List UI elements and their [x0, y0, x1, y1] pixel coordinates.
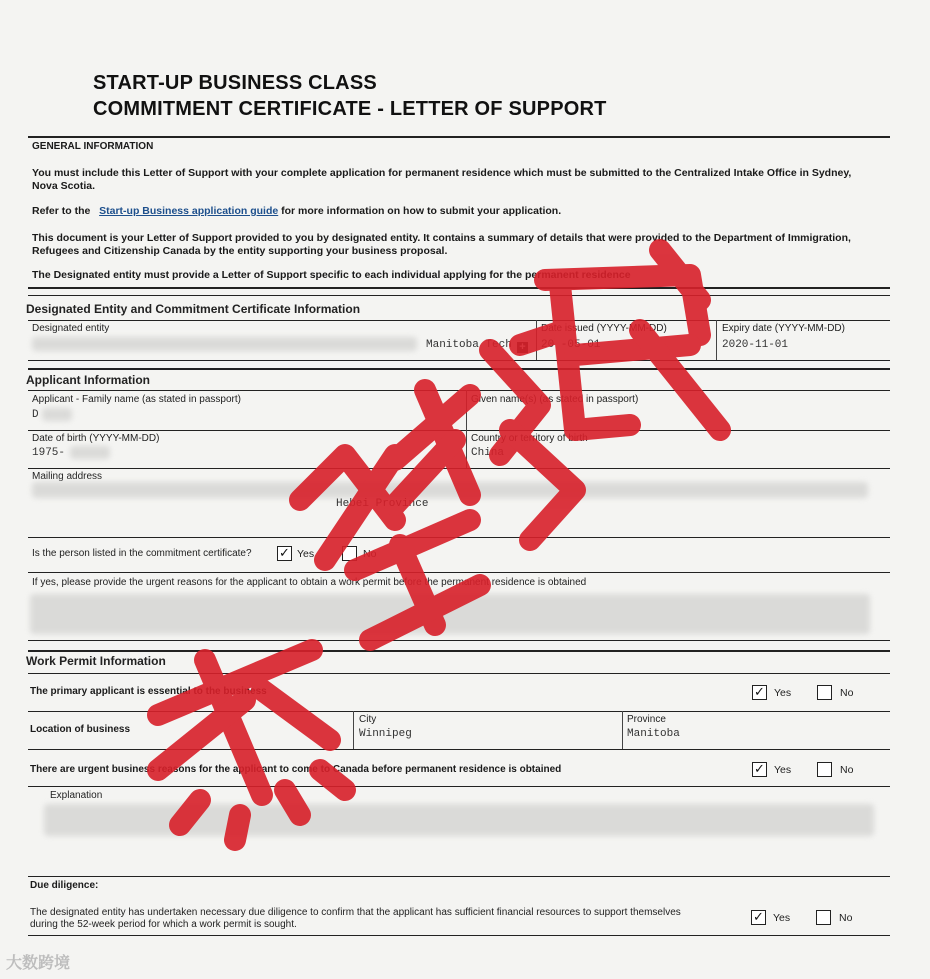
expiry-value: 2020-11-01 [722, 339, 789, 351]
urgent-business-question: There are urgent business reasons for the applicant to come to Canada before permanent residence is obtained [30, 764, 562, 775]
document-title-line2: COMMITMENT CERTIFICATE - LETTER OF SUPPORT [93, 98, 607, 120]
due-diligence-text-a: The designated entity has undertaken necessary due diligence to confirm that the applicant has sufficient financial resources to support themselves [30, 907, 681, 918]
essential-yes-label: Yes [774, 687, 792, 699]
diligence-yes-label: Yes [773, 912, 791, 924]
location-label: Location of business [30, 724, 131, 735]
listed-no-label: No [363, 548, 377, 560]
general-paragraph-3a: This document is your Letter of Support provided to you by designated entity. It contains a summary of details that were provided to the Department of Immigration, [32, 232, 851, 244]
general-paragraph-1b: Nova Scotia. [32, 180, 96, 192]
urgent-yes-checkbox[interactable]: ✓ [752, 762, 767, 777]
province-value: Manitoba [627, 728, 680, 740]
urgent-yes-label: Yes [774, 764, 792, 776]
dob-label: Date of birth (YYYY-MM-DD) [32, 433, 160, 444]
divider [353, 711, 354, 749]
divider [536, 320, 537, 360]
divider [28, 360, 890, 361]
essential-question: The primary applicant is essential to the business [30, 686, 267, 697]
entity-value: Manitoba Tech [426, 339, 512, 351]
due-diligence-heading: Due diligence: [30, 880, 99, 891]
country-value: China [471, 447, 505, 459]
divider [28, 287, 890, 289]
application-guide-link[interactable]: Start-up Business application guide [99, 205, 279, 217]
divider [28, 876, 890, 877]
listed-yes-checkbox[interactable]: ✓ [277, 546, 292, 561]
urgent-no-checkbox[interactable] [817, 762, 832, 777]
country-label: Country or territory of birth [471, 433, 588, 444]
divider [28, 368, 890, 370]
footer-logo: 大数跨境 [6, 953, 71, 972]
refer-text: Refer to the [32, 205, 91, 217]
divider [466, 430, 467, 468]
family-name-value: D [32, 409, 39, 421]
divider [716, 320, 717, 360]
divider [28, 650, 890, 652]
divider [28, 711, 890, 712]
expiry-label: Expiry date (YYYY-MM-DD) [722, 323, 845, 334]
urgent-reasons-question: If yes, please provide the urgent reasons for the applicant to obtain a work permit before the permanent residence is obtained [32, 577, 587, 588]
divider [28, 673, 890, 674]
redacted-field [32, 337, 417, 351]
divider [28, 468, 890, 469]
diligence-no-label: No [839, 912, 853, 924]
dob-value: 1975- [32, 447, 66, 459]
document-title-line1: START-UP BUSINESS CLASS [93, 72, 377, 94]
province-label: Province [627, 714, 666, 725]
city-label: City [359, 714, 377, 725]
divider [28, 749, 890, 750]
divider [28, 786, 890, 787]
refer-text-after: for more information on how to submit your application. [281, 205, 562, 217]
listed-question: Is the person listed in the commitment certificate? [32, 548, 252, 559]
essential-no-label: No [840, 687, 854, 699]
essential-yes-checkbox[interactable]: ✓ [752, 685, 767, 700]
divider [28, 572, 890, 573]
divider [28, 537, 890, 538]
general-paragraph-3b: Refugees and Citizenship Canada by the entity supporting your business proposal. [32, 245, 448, 257]
due-diligence-text-b: during the 52-week period for which a work permit is sought. [30, 919, 297, 930]
given-name-label: Given name(s) (as stated in passport) [471, 394, 639, 405]
listed-no-checkbox[interactable] [342, 546, 357, 561]
city-value: Winnipeg [359, 728, 412, 740]
redacted-field [42, 408, 72, 421]
divider [28, 430, 890, 431]
redacted-field [32, 482, 868, 498]
diligence-no-checkbox[interactable] [816, 910, 831, 925]
redacted-field [30, 594, 870, 634]
applicant-section-heading: Applicant Information [26, 373, 150, 387]
redacted-field [44, 804, 874, 836]
general-heading: GENERAL INFORMATION [32, 141, 154, 152]
expand-plus-icon[interactable]: + [517, 342, 528, 353]
divider [28, 935, 890, 936]
divider [28, 136, 890, 138]
entity-section-heading: Designated Entity and Commitment Certificate Information [26, 302, 361, 316]
divider [28, 320, 890, 321]
urgent-no-label: No [840, 764, 854, 776]
divider [28, 295, 890, 296]
general-paragraph-1a: You must include this Letter of Support with your complete application for permanent residence which must be submitted to the Centralized Intake Office in Sydney, [32, 167, 852, 179]
diligence-yes-checkbox[interactable]: ✓ [751, 910, 766, 925]
divider [28, 390, 890, 391]
essential-no-checkbox[interactable] [817, 685, 832, 700]
date-issued-label: Date issued (YYYY-MM-DD) [541, 323, 667, 334]
date-issued-value: 20 -05-01 [541, 339, 601, 351]
work-section-heading: Work Permit Information [26, 654, 166, 668]
divider [28, 640, 890, 641]
redacted-field [70, 446, 110, 459]
divider [466, 390, 467, 430]
family-name-label: Applicant - Family name (as stated in passport) [32, 394, 241, 405]
general-paragraph-4: The Designated entity must provide a Letter of Support specific to each individual applying for the permanent residence [32, 269, 631, 281]
divider [622, 711, 623, 749]
general-paragraph-2 [32, 205, 561, 218]
entity-label: Designated entity [32, 323, 110, 334]
mailing-address-value: Hebei Province [336, 498, 429, 510]
explanation-label: Explanation [50, 790, 103, 801]
mailing-address-label: Mailing address [32, 471, 103, 482]
listed-yes-label: Yes [297, 548, 315, 560]
